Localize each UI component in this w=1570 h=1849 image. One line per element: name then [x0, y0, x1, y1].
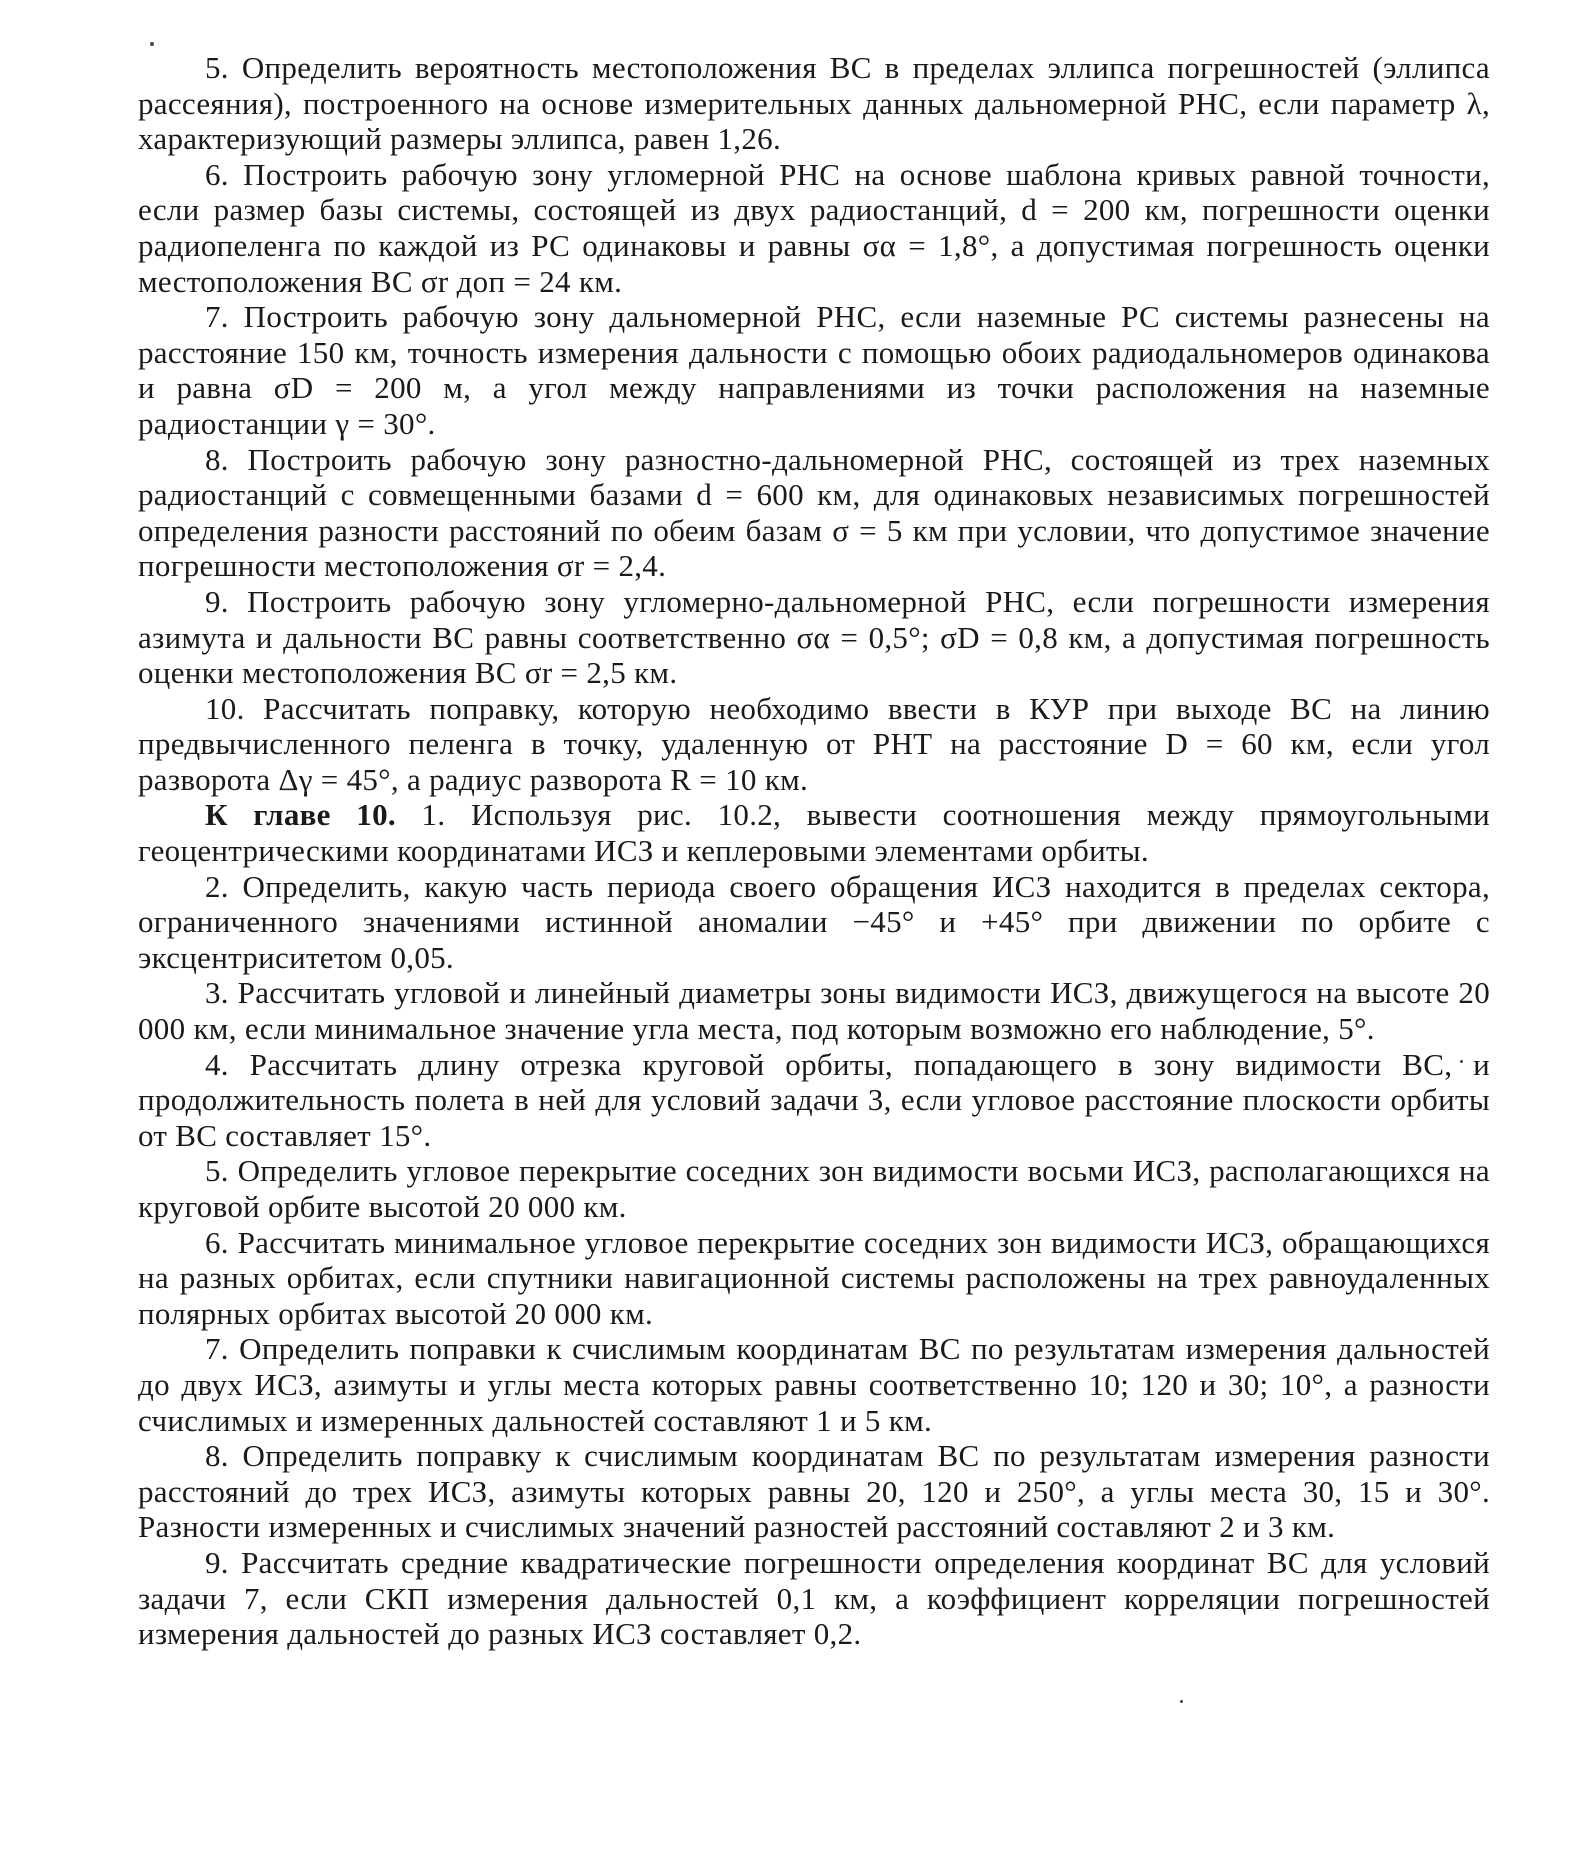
- task-text: 8. Построить рабочую зону разностно-дальномерной РНС, состоящей из трех наземных радиостанций с совмещенными базами d = 600 км, для одинаковых независимых погрешностей определения разности расстояний по обеим базам σ = 5 км при условии, что допустимое значение погрешности местоположения σr = 2,4.: [138, 441, 1490, 584]
- task-paragraph: [138, 1545, 1490, 1652]
- task-paragraph: [138, 584, 1490, 691]
- task-paragraph: [138, 869, 1490, 976]
- task-text: 7. Построить рабочую зону дальномерной РНС, если наземные РС системы разнесены на расстояние 150 км, точность измерения дальности с помощью обоих радиодальномеров одинакова и равна σD = 200 м, а угол между направлениями из точки расположения на наземные радиостанции γ = 30°.: [138, 299, 1490, 441]
- document-body: [138, 50, 1490, 1652]
- scan-speck: [150, 42, 154, 46]
- task-text: 3. Рассчитать угловой и линейный диаметры зоны видимости ИСЗ, движущегося на высоте 20 000 км, если минимальное значение угла места, под которым возможно его наблюдение, 5°.: [138, 975, 1490, 1047]
- scan-speck: [1180, 1700, 1183, 1703]
- task-paragraph: [138, 975, 1490, 1046]
- task-text: 4. Рассчитать длину отрезка круговой орбиты, попадающего в зону видимости ВС, и продолжительность полета в ней для условий задачи 3, если угловое расстояние плоскости орбиты от ВС составляет 15°.: [138, 1046, 1490, 1153]
- task-text: 8. Определить поправку к счислимым координатам ВС по результатам измерения разности расстояний до трех ИСЗ, азимуты которых равны 20, 120 и 250°, а углы места 30, 15 и 30°. Разности измеренных и счислимых значений разностей расстояний составляют 2 и 3 км.: [138, 1438, 1490, 1545]
- task-paragraph: [138, 1153, 1490, 1224]
- task-text: 10. Рассчитать поправку, которую необходимо ввести в КУР при выходе ВС на линию предвычисленного пеленга в точку, удаленную от РНТ на расстояние D = 60 км, если угол разворота Δγ = 45°, а радиус разворота R = 10 км.: [138, 690, 1490, 797]
- task-paragraph: [138, 1438, 1490, 1545]
- chapter-heading-paragraph: [138, 797, 1490, 868]
- task-text: 6. Построить рабочую зону угломерной РНС на основе шаблона кривых равной точности, если размер базы системы, состоящей из двух радиостанций, d = 200 км, погрешности оценки радиопеленга по каждой из РС одинаковы и равны σα = 1,8°, а допустимая погрешность оценки местоположения ВС σr доп = 24 км.: [138, 156, 1490, 299]
- task-paragraph: [138, 691, 1490, 798]
- chapter-lead: К главе 10.: [205, 797, 396, 833]
- task-text: 5. Определить угловое перекрытие соседних зон видимости восьми ИСЗ, располагающихся на круговой орбите высотой 20 000 км.: [138, 1153, 1490, 1224]
- task-text: 9. Построить рабочую зону угломерно-дальномерной РНС, если погрешности измерения азимута и дальности ВС равны соответственно σα = 0,5°; σD = 0,8 км, а допустимая погрешность оценки местоположения ВС σr = 2,5 км.: [138, 583, 1490, 691]
- task-text: 2. Определить, какую часть периода своего обращения ИСЗ находится в пределах сектора, ограниченного значениями истинной аномалии −45° и +45° при движении по орбите с эксцентриситетом 0,05.: [138, 868, 1490, 975]
- task-paragraph: [138, 1047, 1490, 1154]
- task-paragraph: [138, 1331, 1490, 1438]
- task-text: 1. Используя рис. 10.2, вывести соотношения между прямоугольными геоцентрическими координатами ИСЗ и кеплеровыми элементами орбиты.: [138, 797, 1490, 869]
- task-text: 7. Определить поправки к счислимым координатам ВС по результатам измерения дальностей до двух ИСЗ, азимуты и углы места которых равны соответственно 10; 120 и 30; 10°, а разности счислимых и измеренных дальностей составляют 1 и 5 км.: [138, 1331, 1490, 1438]
- task-paragraph: [138, 50, 1490, 157]
- task-text: 5. Определить вероятность местоположения ВС в пределах эллипса погрешностей (эллипса рассеяния), построенного на основе измерительных данных дальномерной РНС, если параметр λ, характеризующий размеры эллипса, равен 1,26.: [138, 50, 1490, 157]
- task-paragraph: [138, 442, 1490, 584]
- task-text: 9. Рассчитать средние квадратические погрешности определения координат ВС для условий задачи 7, если СКП измерения дальностей 0,1 км, а коэффициент корреляции погрешностей измерения дальностей до разных ИСЗ составляет 0,2.: [138, 1544, 1490, 1652]
- task-paragraph: [138, 1225, 1490, 1332]
- task-paragraph: [138, 299, 1490, 441]
- task-paragraph: [138, 157, 1490, 299]
- task-text: 6. Рассчитать минимальное угловое перекрытие соседних зон видимости ИСЗ, обращающихся на разных орбитах, если спутники навигационной системы расположены на трех равноудаленных полярных орбитах высотой 20 000 км.: [138, 1224, 1490, 1331]
